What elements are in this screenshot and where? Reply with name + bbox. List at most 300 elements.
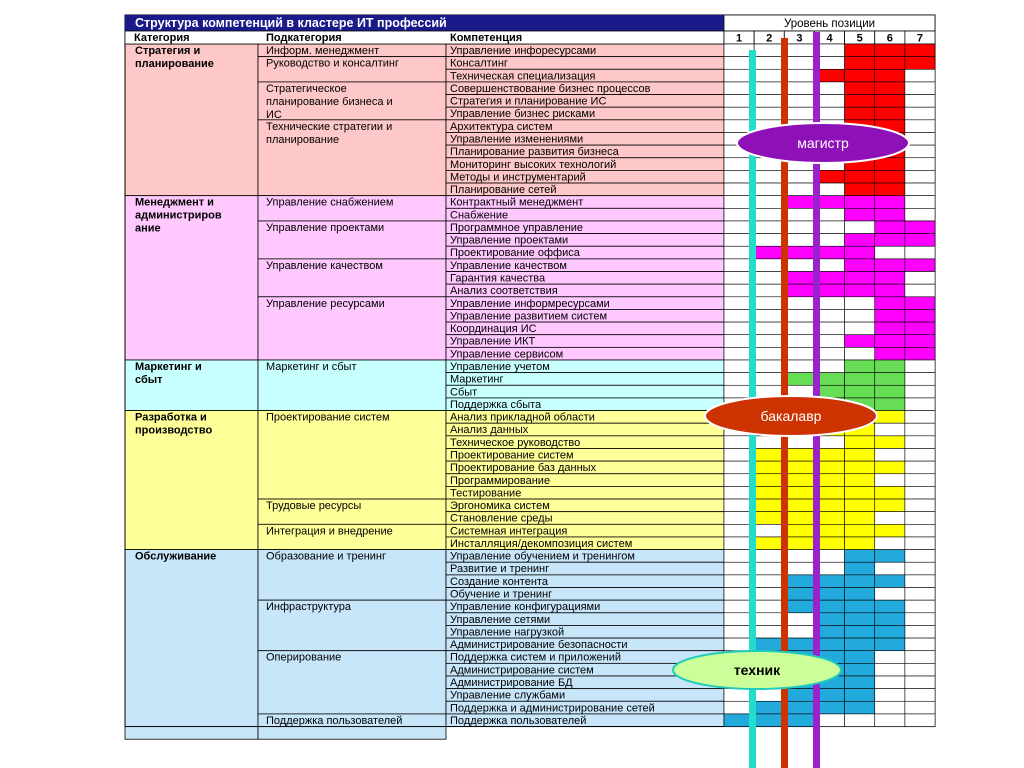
level-cell-filled bbox=[875, 170, 905, 183]
competence-label: Управление обучением и тренингом bbox=[450, 550, 635, 563]
level-cell-empty bbox=[905, 183, 935, 196]
level-cell-filled bbox=[875, 335, 905, 348]
level-cell-filled bbox=[875, 625, 905, 638]
level-cell-empty bbox=[905, 246, 935, 259]
level-cell-filled bbox=[905, 57, 935, 70]
level-cell-filled bbox=[845, 272, 875, 285]
master-badge-label: магистр bbox=[797, 135, 849, 151]
level-cell-filled bbox=[875, 95, 905, 108]
level-cell-filled bbox=[845, 436, 875, 449]
subcategory-label: Стратегическое планирование бизнеса и ИС bbox=[266, 82, 393, 121]
category-label: Разработка и производство bbox=[135, 411, 213, 437]
competence-label: Управление проектами bbox=[450, 234, 569, 247]
level-cell-filled bbox=[845, 385, 875, 398]
level-cell-empty bbox=[905, 284, 935, 297]
level-cell-filled bbox=[875, 436, 905, 449]
level-cell-filled bbox=[875, 297, 905, 310]
level-cell-empty bbox=[784, 322, 814, 335]
level-cell-filled bbox=[845, 246, 875, 259]
level-cell-filled bbox=[875, 196, 905, 209]
level-cell-filled bbox=[784, 486, 814, 499]
competence-label: Стратегия и планирование ИС bbox=[450, 95, 607, 108]
level-cell-empty bbox=[875, 562, 905, 575]
level-cell-filled bbox=[845, 524, 875, 537]
level-cell-filled bbox=[784, 714, 814, 727]
level-cell-filled bbox=[845, 234, 875, 247]
level-cell-filled bbox=[845, 95, 875, 108]
level-cell-filled bbox=[845, 284, 875, 297]
competence-label: Управление информресурсами bbox=[450, 297, 610, 310]
level-cell-filled bbox=[875, 385, 905, 398]
level-cell-empty bbox=[784, 562, 814, 575]
level-cell-filled bbox=[754, 537, 784, 550]
level-cell-filled bbox=[875, 600, 905, 613]
level-cell-empty bbox=[784, 297, 814, 310]
level-cell-filled bbox=[784, 689, 814, 702]
level-cell-empty bbox=[784, 95, 814, 108]
level-cell-filled bbox=[784, 524, 814, 537]
subcategory-label: Оперирование bbox=[266, 651, 342, 664]
level-cell-empty bbox=[905, 663, 935, 676]
competence-label: Техническое руководство bbox=[450, 436, 581, 449]
level-cell-filled bbox=[845, 69, 875, 82]
level-cell-filled bbox=[875, 360, 905, 373]
level-cell-empty bbox=[875, 663, 905, 676]
competence-label: Управление службами bbox=[450, 689, 566, 702]
competence-label: Управление сетями bbox=[450, 613, 551, 626]
level-cell-filled bbox=[875, 524, 905, 537]
level-cell-filled bbox=[875, 398, 905, 411]
level-cell-filled bbox=[845, 170, 875, 183]
level-cell-filled bbox=[784, 246, 814, 259]
level-cell-empty bbox=[875, 588, 905, 601]
competence-label: Анализ соответствия bbox=[450, 285, 558, 298]
level-cell-empty bbox=[754, 588, 784, 601]
level-cell-empty bbox=[905, 562, 935, 575]
level-cell-empty bbox=[875, 689, 905, 702]
subcategory-label: Управление проектами bbox=[266, 221, 385, 234]
level-cell-empty bbox=[754, 95, 784, 108]
subcategory-cell bbox=[258, 411, 446, 499]
level-cell-empty bbox=[905, 625, 935, 638]
level-cell-filled bbox=[784, 474, 814, 487]
level-cell-filled bbox=[845, 701, 875, 714]
level-cell-empty bbox=[754, 272, 784, 285]
level-cell-empty bbox=[905, 600, 935, 613]
level-number: 4 bbox=[826, 32, 833, 45]
competence-label: Управление изменениями bbox=[450, 133, 584, 146]
column-header-subcategory: Подкатегория bbox=[266, 32, 342, 44]
level-cell-filled bbox=[845, 183, 875, 196]
level-cell-filled bbox=[754, 714, 784, 727]
level-cell-filled bbox=[845, 208, 875, 221]
level-cell-filled bbox=[875, 221, 905, 234]
level-cell-empty bbox=[905, 436, 935, 449]
level-cell-empty bbox=[905, 461, 935, 474]
level-cell-empty bbox=[905, 196, 935, 209]
level-cell-empty bbox=[784, 625, 814, 638]
level-cell-filled bbox=[875, 373, 905, 386]
level-cell-empty bbox=[784, 259, 814, 272]
level-cell-empty bbox=[905, 651, 935, 664]
competence-label: Тестирование bbox=[450, 487, 522, 500]
level-cell-filled bbox=[845, 588, 875, 601]
level-cell-empty bbox=[905, 120, 935, 133]
competence-label: Мониторинг высоких технологий bbox=[450, 158, 617, 171]
competence-cell bbox=[446, 385, 724, 398]
competence-label: Управление конфигурациями bbox=[450, 601, 601, 614]
level-cell-empty bbox=[784, 183, 814, 196]
level-cell-filled bbox=[845, 57, 875, 70]
level-cell-empty bbox=[754, 57, 784, 70]
level-cell-empty bbox=[754, 347, 784, 360]
level-cell-filled bbox=[754, 499, 784, 512]
level-cell-filled bbox=[905, 297, 935, 310]
level-cell-empty bbox=[905, 82, 935, 95]
level-cell-empty bbox=[754, 524, 784, 537]
level-cell-empty bbox=[875, 448, 905, 461]
level-cell-empty bbox=[905, 714, 935, 727]
level-cell-empty bbox=[875, 701, 905, 714]
level-cell-filled bbox=[845, 600, 875, 613]
subcategory-label: Проектирование систем bbox=[266, 411, 390, 424]
level-number: 3 bbox=[796, 32, 803, 45]
level-cell-empty bbox=[784, 57, 814, 70]
level-cell-empty bbox=[754, 221, 784, 234]
level-cell-empty bbox=[784, 82, 814, 95]
competence-label: Проектирование оффиса bbox=[450, 247, 580, 260]
level-cell-filled bbox=[754, 638, 784, 651]
competence-label: Архитектура систем bbox=[450, 120, 553, 133]
level-cell-empty bbox=[754, 234, 784, 247]
competence-label: Управление развитием систем bbox=[450, 310, 608, 323]
level-cell-filled bbox=[875, 272, 905, 285]
subcategory-label: Инфраструктура bbox=[266, 601, 352, 614]
level-cell-empty bbox=[875, 423, 905, 436]
level-cell-empty bbox=[784, 170, 814, 183]
level-cell-filled bbox=[845, 196, 875, 209]
level-cell-empty bbox=[875, 474, 905, 487]
level-cell-empty bbox=[754, 208, 784, 221]
level-cell-empty bbox=[784, 69, 814, 82]
level-cell-empty bbox=[905, 613, 935, 626]
competence-label: Становление среды bbox=[450, 512, 553, 525]
level-cell-empty bbox=[875, 714, 905, 727]
level-cell-filled bbox=[845, 550, 875, 563]
level-cell-filled bbox=[905, 221, 935, 234]
competence-label: Контрактный менеджмент bbox=[450, 196, 584, 209]
level-cell-filled bbox=[875, 69, 905, 82]
level-cell-filled bbox=[845, 625, 875, 638]
competence-label: Программирование bbox=[450, 474, 551, 487]
level-number: 7 bbox=[916, 32, 924, 45]
subcategory-label: Трудовые ресурсы bbox=[266, 500, 362, 513]
subcategory-label: Управление ресурсами bbox=[266, 297, 385, 310]
level-cell-filled bbox=[845, 689, 875, 702]
level-cell-empty bbox=[875, 537, 905, 550]
level-cell-empty bbox=[905, 474, 935, 487]
level-cell-filled bbox=[845, 474, 875, 487]
level-cell-filled bbox=[875, 44, 905, 57]
level-cell-filled bbox=[875, 284, 905, 297]
level-cell-empty bbox=[905, 107, 935, 120]
competence-label: Создание контента bbox=[450, 575, 548, 588]
competence-label: Анализ прикладной области bbox=[450, 411, 595, 424]
level-cell-empty bbox=[905, 145, 935, 158]
subcategory-label: Управление снабжением bbox=[266, 196, 394, 209]
level-cell-filled bbox=[845, 638, 875, 651]
level-cell-filled bbox=[875, 309, 905, 322]
level-cell-filled bbox=[784, 499, 814, 512]
level-cell-filled bbox=[784, 196, 814, 209]
level-cell-filled bbox=[875, 183, 905, 196]
level-cell-empty bbox=[905, 385, 935, 398]
category-label: Обслуживание bbox=[135, 550, 217, 563]
level-cell-empty bbox=[784, 335, 814, 348]
level-cell-filled bbox=[784, 448, 814, 461]
competence-label: Управление нагрузкой bbox=[450, 626, 565, 639]
level-cell-filled bbox=[754, 448, 784, 461]
level-cell-filled bbox=[845, 486, 875, 499]
level-number: 5 bbox=[856, 32, 863, 45]
level-cell-filled bbox=[875, 107, 905, 120]
competence-label: Методы и инструментарий bbox=[450, 171, 586, 184]
subcategory-label: Управление качеством bbox=[266, 259, 383, 272]
level-cell-filled bbox=[784, 600, 814, 613]
level-cell-empty bbox=[784, 309, 814, 322]
level-cell-filled bbox=[845, 461, 875, 474]
competence-label: Техническая специализация bbox=[450, 70, 596, 83]
level-cell-filled bbox=[875, 486, 905, 499]
level-cell-empty bbox=[905, 398, 935, 411]
level-cell-empty bbox=[845, 221, 875, 234]
level-cell-empty bbox=[905, 95, 935, 108]
subcategory-label: Поддержка пользователей bbox=[266, 714, 403, 727]
level-cell-empty bbox=[754, 297, 784, 310]
level-cell-empty bbox=[754, 613, 784, 626]
level-cell-empty bbox=[754, 69, 784, 82]
bachelor-badge-label: бакалавр bbox=[760, 408, 822, 424]
level-cell-empty bbox=[905, 575, 935, 588]
competence-label: Поддержка пользователей bbox=[450, 714, 587, 727]
level-cell-filled bbox=[845, 613, 875, 626]
subcategory-label: Маркетинг и сбыт bbox=[266, 361, 357, 373]
level-cell-filled bbox=[875, 234, 905, 247]
level-cell-empty bbox=[845, 347, 875, 360]
level-cell-filled bbox=[784, 373, 814, 386]
level-cell-empty bbox=[784, 221, 814, 234]
technician-badge-label: техник bbox=[733, 662, 781, 678]
level-cell-filled bbox=[784, 537, 814, 550]
level-cell-filled bbox=[875, 575, 905, 588]
competence-label: Совершенствование бизнес процессов bbox=[450, 82, 651, 95]
level-cell-empty bbox=[784, 613, 814, 626]
level-cell-empty bbox=[754, 284, 784, 297]
level-cell-empty bbox=[754, 183, 784, 196]
level-cell-filled bbox=[905, 347, 935, 360]
level-cell-filled bbox=[845, 651, 875, 664]
level-cell-filled bbox=[905, 44, 935, 57]
competence-label: Проектирование баз данных bbox=[450, 462, 597, 475]
level-cell-empty bbox=[784, 234, 814, 247]
column-header-row bbox=[125, 31, 724, 44]
level-cell-empty bbox=[905, 423, 935, 436]
competence-label: Координация ИС bbox=[450, 323, 537, 336]
level-cell-filled bbox=[875, 550, 905, 563]
level-cell-filled bbox=[875, 82, 905, 95]
competence-label: Управление качеством bbox=[450, 259, 567, 272]
level-cell-empty bbox=[754, 575, 784, 588]
category-label: Менеджмент и администриров ание bbox=[135, 196, 222, 235]
level-cell-empty bbox=[905, 360, 935, 373]
level-cell-filled bbox=[754, 474, 784, 487]
level-cell-filled bbox=[875, 158, 905, 171]
level-cell-empty bbox=[754, 107, 784, 120]
level-cell-empty bbox=[845, 322, 875, 335]
subcategory-label: Интеграция и внедрение bbox=[266, 525, 393, 538]
level-cell-empty bbox=[754, 373, 784, 386]
level-cell-empty bbox=[905, 448, 935, 461]
level-cell-filled bbox=[754, 461, 784, 474]
level-cell-empty bbox=[905, 524, 935, 537]
level-cell-filled bbox=[845, 499, 875, 512]
level-cell-filled bbox=[845, 335, 875, 348]
level-cell-empty bbox=[875, 246, 905, 259]
competence-label: Поддержка систем и приложений bbox=[450, 651, 622, 664]
subcategory-label: Образование и тренинг bbox=[266, 550, 387, 563]
level-cell-filled bbox=[845, 107, 875, 120]
level-cell-filled bbox=[754, 246, 784, 259]
competence-label: Снабжение bbox=[450, 209, 509, 222]
column-header-category: Категория bbox=[134, 32, 190, 44]
level-cell-filled bbox=[875, 259, 905, 272]
level-cell-empty bbox=[784, 360, 814, 373]
competence-label: Развитие и тренинг bbox=[450, 563, 550, 576]
competence-label: Администрирование безопасности bbox=[450, 639, 628, 652]
level-cell-filled bbox=[784, 575, 814, 588]
level-cell-filled bbox=[845, 44, 875, 57]
level-number: 6 bbox=[886, 32, 893, 45]
level-cell-filled bbox=[845, 373, 875, 386]
category-label: Маркетинг и сбыт bbox=[135, 361, 202, 386]
category-cell bbox=[125, 550, 258, 740]
competence-label: Администрирование систем bbox=[450, 664, 594, 677]
level-cell-empty bbox=[784, 107, 814, 120]
level-cell-empty bbox=[905, 170, 935, 183]
level-cell-empty bbox=[905, 69, 935, 82]
level-cell-empty bbox=[905, 373, 935, 386]
subcategory-label: Технические стратегии и планирование bbox=[266, 120, 393, 146]
level-cell-empty bbox=[905, 208, 935, 221]
level-cell-filled bbox=[875, 411, 905, 424]
level-cell-filled bbox=[845, 575, 875, 588]
level-cell-empty bbox=[875, 651, 905, 664]
level-cell-empty bbox=[754, 625, 784, 638]
page-title: Структура компетенций в кластере ИТ профессий bbox=[135, 16, 447, 30]
level-cell-filled bbox=[845, 663, 875, 676]
level-cell-empty bbox=[754, 309, 784, 322]
competence-label: Поддержка сбыта bbox=[450, 398, 542, 411]
competence-label: Обучение и тренинг bbox=[450, 588, 553, 601]
level-cell-empty bbox=[905, 689, 935, 702]
competence-label: Системная интеграция bbox=[450, 525, 568, 538]
competence-label: Управление инфоресурсами bbox=[450, 45, 597, 57]
level-cell-empty bbox=[905, 588, 935, 601]
level-cell-filled bbox=[905, 309, 935, 322]
level-cell-empty bbox=[845, 297, 875, 310]
level-cell-empty bbox=[905, 512, 935, 525]
level-cell-filled bbox=[905, 234, 935, 247]
subcategory-label: Руководство и консалтинг bbox=[266, 57, 399, 70]
competence-label: Управление учетом bbox=[450, 361, 550, 373]
level-cell-empty bbox=[754, 562, 784, 575]
level-cell-filled bbox=[875, 499, 905, 512]
level-cell-empty bbox=[845, 309, 875, 322]
level-cell-empty bbox=[754, 196, 784, 209]
level-cell-filled bbox=[875, 347, 905, 360]
level-cell-empty bbox=[905, 550, 935, 563]
level-cell-filled bbox=[784, 512, 814, 525]
competence-label: Управление ИКТ bbox=[450, 335, 536, 348]
level-cell-empty bbox=[754, 82, 784, 95]
level-cell-empty bbox=[754, 259, 784, 272]
level-cell-empty bbox=[754, 600, 784, 613]
competence-label: Администрирование БД bbox=[450, 677, 573, 689]
level-cell-filled bbox=[845, 562, 875, 575]
level-cell-filled bbox=[784, 701, 814, 714]
level-cell-filled bbox=[875, 638, 905, 651]
level-cell-empty bbox=[784, 208, 814, 221]
level-cell-empty bbox=[784, 436, 814, 449]
category-label: Стратегия и планирование bbox=[135, 45, 214, 70]
level-cell-filled bbox=[905, 335, 935, 348]
level-cell-filled bbox=[845, 360, 875, 373]
level-cell-filled bbox=[784, 272, 814, 285]
level-cell-empty bbox=[754, 689, 784, 702]
level-cell-empty bbox=[905, 486, 935, 499]
level-cell-empty bbox=[784, 550, 814, 563]
level-cell-filled bbox=[754, 486, 784, 499]
level-cell-filled bbox=[905, 259, 935, 272]
level-cell-empty bbox=[754, 360, 784, 373]
level-cell-empty bbox=[754, 170, 784, 183]
level-cell-filled bbox=[784, 461, 814, 474]
level-cell-empty bbox=[784, 347, 814, 360]
level-cell-empty bbox=[754, 322, 784, 335]
competence-label: Эргономика систем bbox=[450, 500, 550, 513]
level-cell-filled bbox=[905, 322, 935, 335]
level-cell-empty bbox=[905, 411, 935, 424]
level-cell-empty bbox=[784, 44, 814, 57]
level-cell-empty bbox=[905, 638, 935, 651]
level-cell-filled bbox=[754, 701, 784, 714]
level-cell-empty bbox=[905, 272, 935, 285]
level-cell-empty bbox=[905, 499, 935, 512]
level-cell-empty bbox=[905, 676, 935, 689]
level-cell-empty bbox=[875, 676, 905, 689]
competence-label: Управление сервисом bbox=[450, 348, 564, 361]
competence-label: Проектирование систем bbox=[450, 449, 574, 462]
level-cell-filled bbox=[754, 512, 784, 525]
competence-label: Консалтинг bbox=[450, 57, 508, 70]
competence-label: Поддержка и администрирование сетей bbox=[450, 702, 655, 715]
level-cell-empty bbox=[875, 512, 905, 525]
level-cell-empty bbox=[905, 701, 935, 714]
level-cell-filled bbox=[845, 448, 875, 461]
competence-label: Программное управление bbox=[450, 221, 584, 234]
competence-label: Планирование сетей bbox=[450, 184, 557, 197]
level-number: 1 bbox=[736, 32, 743, 45]
